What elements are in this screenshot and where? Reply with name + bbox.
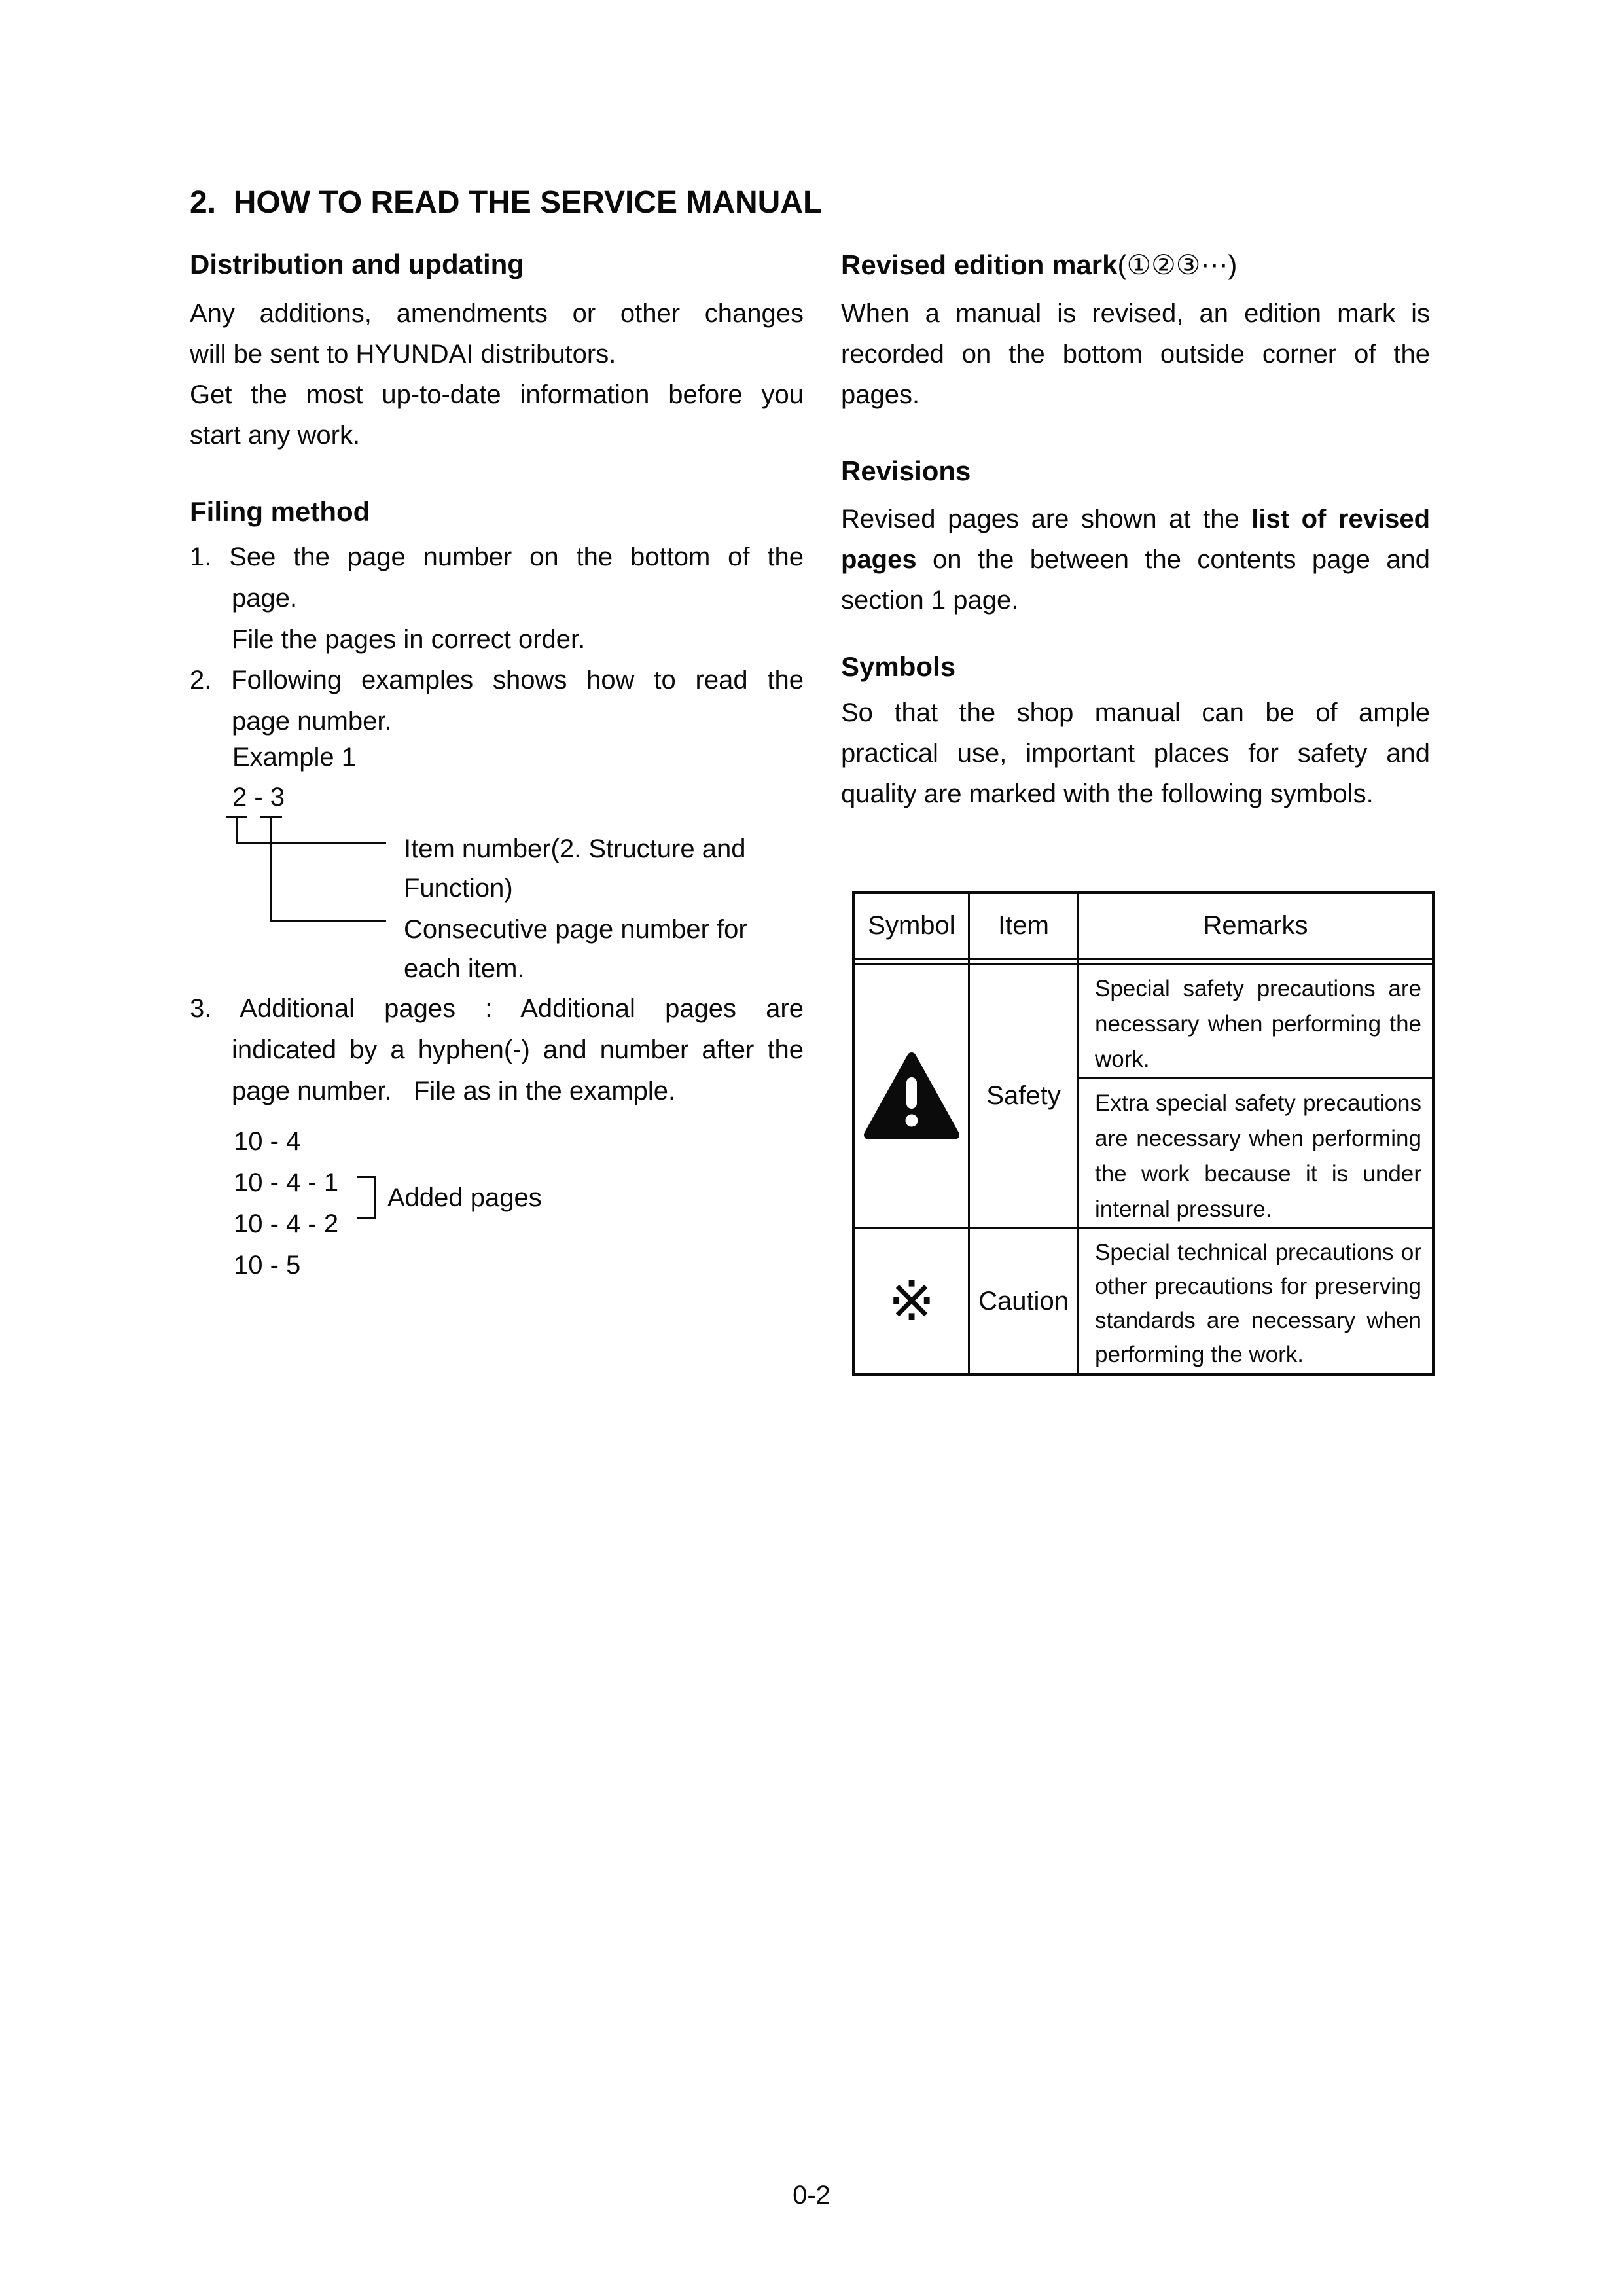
paragraph-revisions: Revised pages are shown at the list of revised pages on the between the contents page and section 1 page. — [841, 505, 1431, 615]
table-header-symbol: Symbol — [855, 894, 970, 960]
caution-reference-mark-icon: ※ — [887, 1268, 936, 1334]
table-double-rule — [855, 960, 970, 965]
example-page-number: 2 - 3 — [232, 783, 285, 812]
example-label: Example 1 — [232, 743, 356, 772]
filing-item-2: 2. Following examples shows how to read the page number. — [190, 666, 804, 736]
section-heading-revised-edition-mark: Revised edition mark(①②③⋯) — [841, 249, 1238, 280]
diagram-label-item-number: Item number(2. Structure and Function) — [404, 834, 746, 903]
section-heading-filing: Filing method — [190, 496, 370, 527]
added-pages-numbers: 10 - 4 10 - 4 - 1 10 - 4 - 2 10 - 5 — [234, 1127, 339, 1280]
diagram-line-vertical-item — [236, 816, 238, 844]
table-cell-safety-symbol — [855, 965, 970, 1229]
paragraph-symbols: So that the shop manual can be of ample practical use, important places for safety and quality are marked with the following symbols. — [841, 698, 1430, 808]
table-header-item: Item — [970, 894, 1079, 960]
table-cell-caution-remark: Special technical precautions or other precautions for preserving standards are necessary when performing the work. — [1095, 1240, 1421, 1367]
table-cell-safety-item: Safety — [970, 965, 1079, 1229]
table-cell-safety-remark-1: Special safety precautions are necessary when performing the work. — [1079, 965, 1432, 1079]
page-number: 0-2 — [793, 2181, 830, 2210]
diagram-label-consecutive-page: Consecutive page number for each item. — [404, 915, 747, 983]
diagram-line-vertical-page — [270, 816, 272, 922]
revised-edition-mark-symbols: (①②③⋯) — [1117, 249, 1238, 280]
table-header-remarks: Remarks — [1079, 894, 1432, 960]
filing-item-3: 3. Additional pages : Additional pages are indicated by a hyphen(-) and number after the page number. File as in the example. — [190, 994, 804, 1105]
warning-triangle-icon — [863, 1051, 961, 1141]
table-cell-caution-item: Caution — [970, 1229, 1079, 1373]
table-cell-caution-symbol — [855, 1229, 970, 1373]
section-heading-distribution: Distribution and updating — [190, 249, 524, 279]
diagram-line-horizontal-page — [270, 920, 386, 922]
added-pages-bracket-vertical — [374, 1176, 376, 1219]
symbols-table — [852, 891, 1435, 1376]
section-heading-revisions: Revisions — [841, 456, 971, 486]
added-pages-bracket-top — [357, 1176, 376, 1178]
added-pages-bracket-bottom — [357, 1217, 376, 1219]
paragraph-distribution: Any additions, amendments or other changes will be sent to HYUNDAI distributors. Get the most up-to-date information before you start any work. — [190, 299, 804, 450]
section-heading-symbols: Symbols — [841, 651, 956, 682]
diagram-line-horizontal-item — [236, 842, 386, 844]
page-title: 2. HOW TO READ THE SERVICE MANUAL — [190, 185, 823, 220]
added-pages-label: Added pages — [387, 1183, 542, 1212]
table-cell-safety-remark-2: Extra special safety precautions are necessary when performing the work because it is under internal pressure. — [1079, 1079, 1432, 1229]
paragraph-revised-edition: When a manual is revised, an edition mark is recorded on the bottom outside corner of the pages. — [841, 299, 1430, 409]
filing-item-1: 1. See the page number on the bottom of the page. File the pages in correct order. — [190, 543, 804, 654]
